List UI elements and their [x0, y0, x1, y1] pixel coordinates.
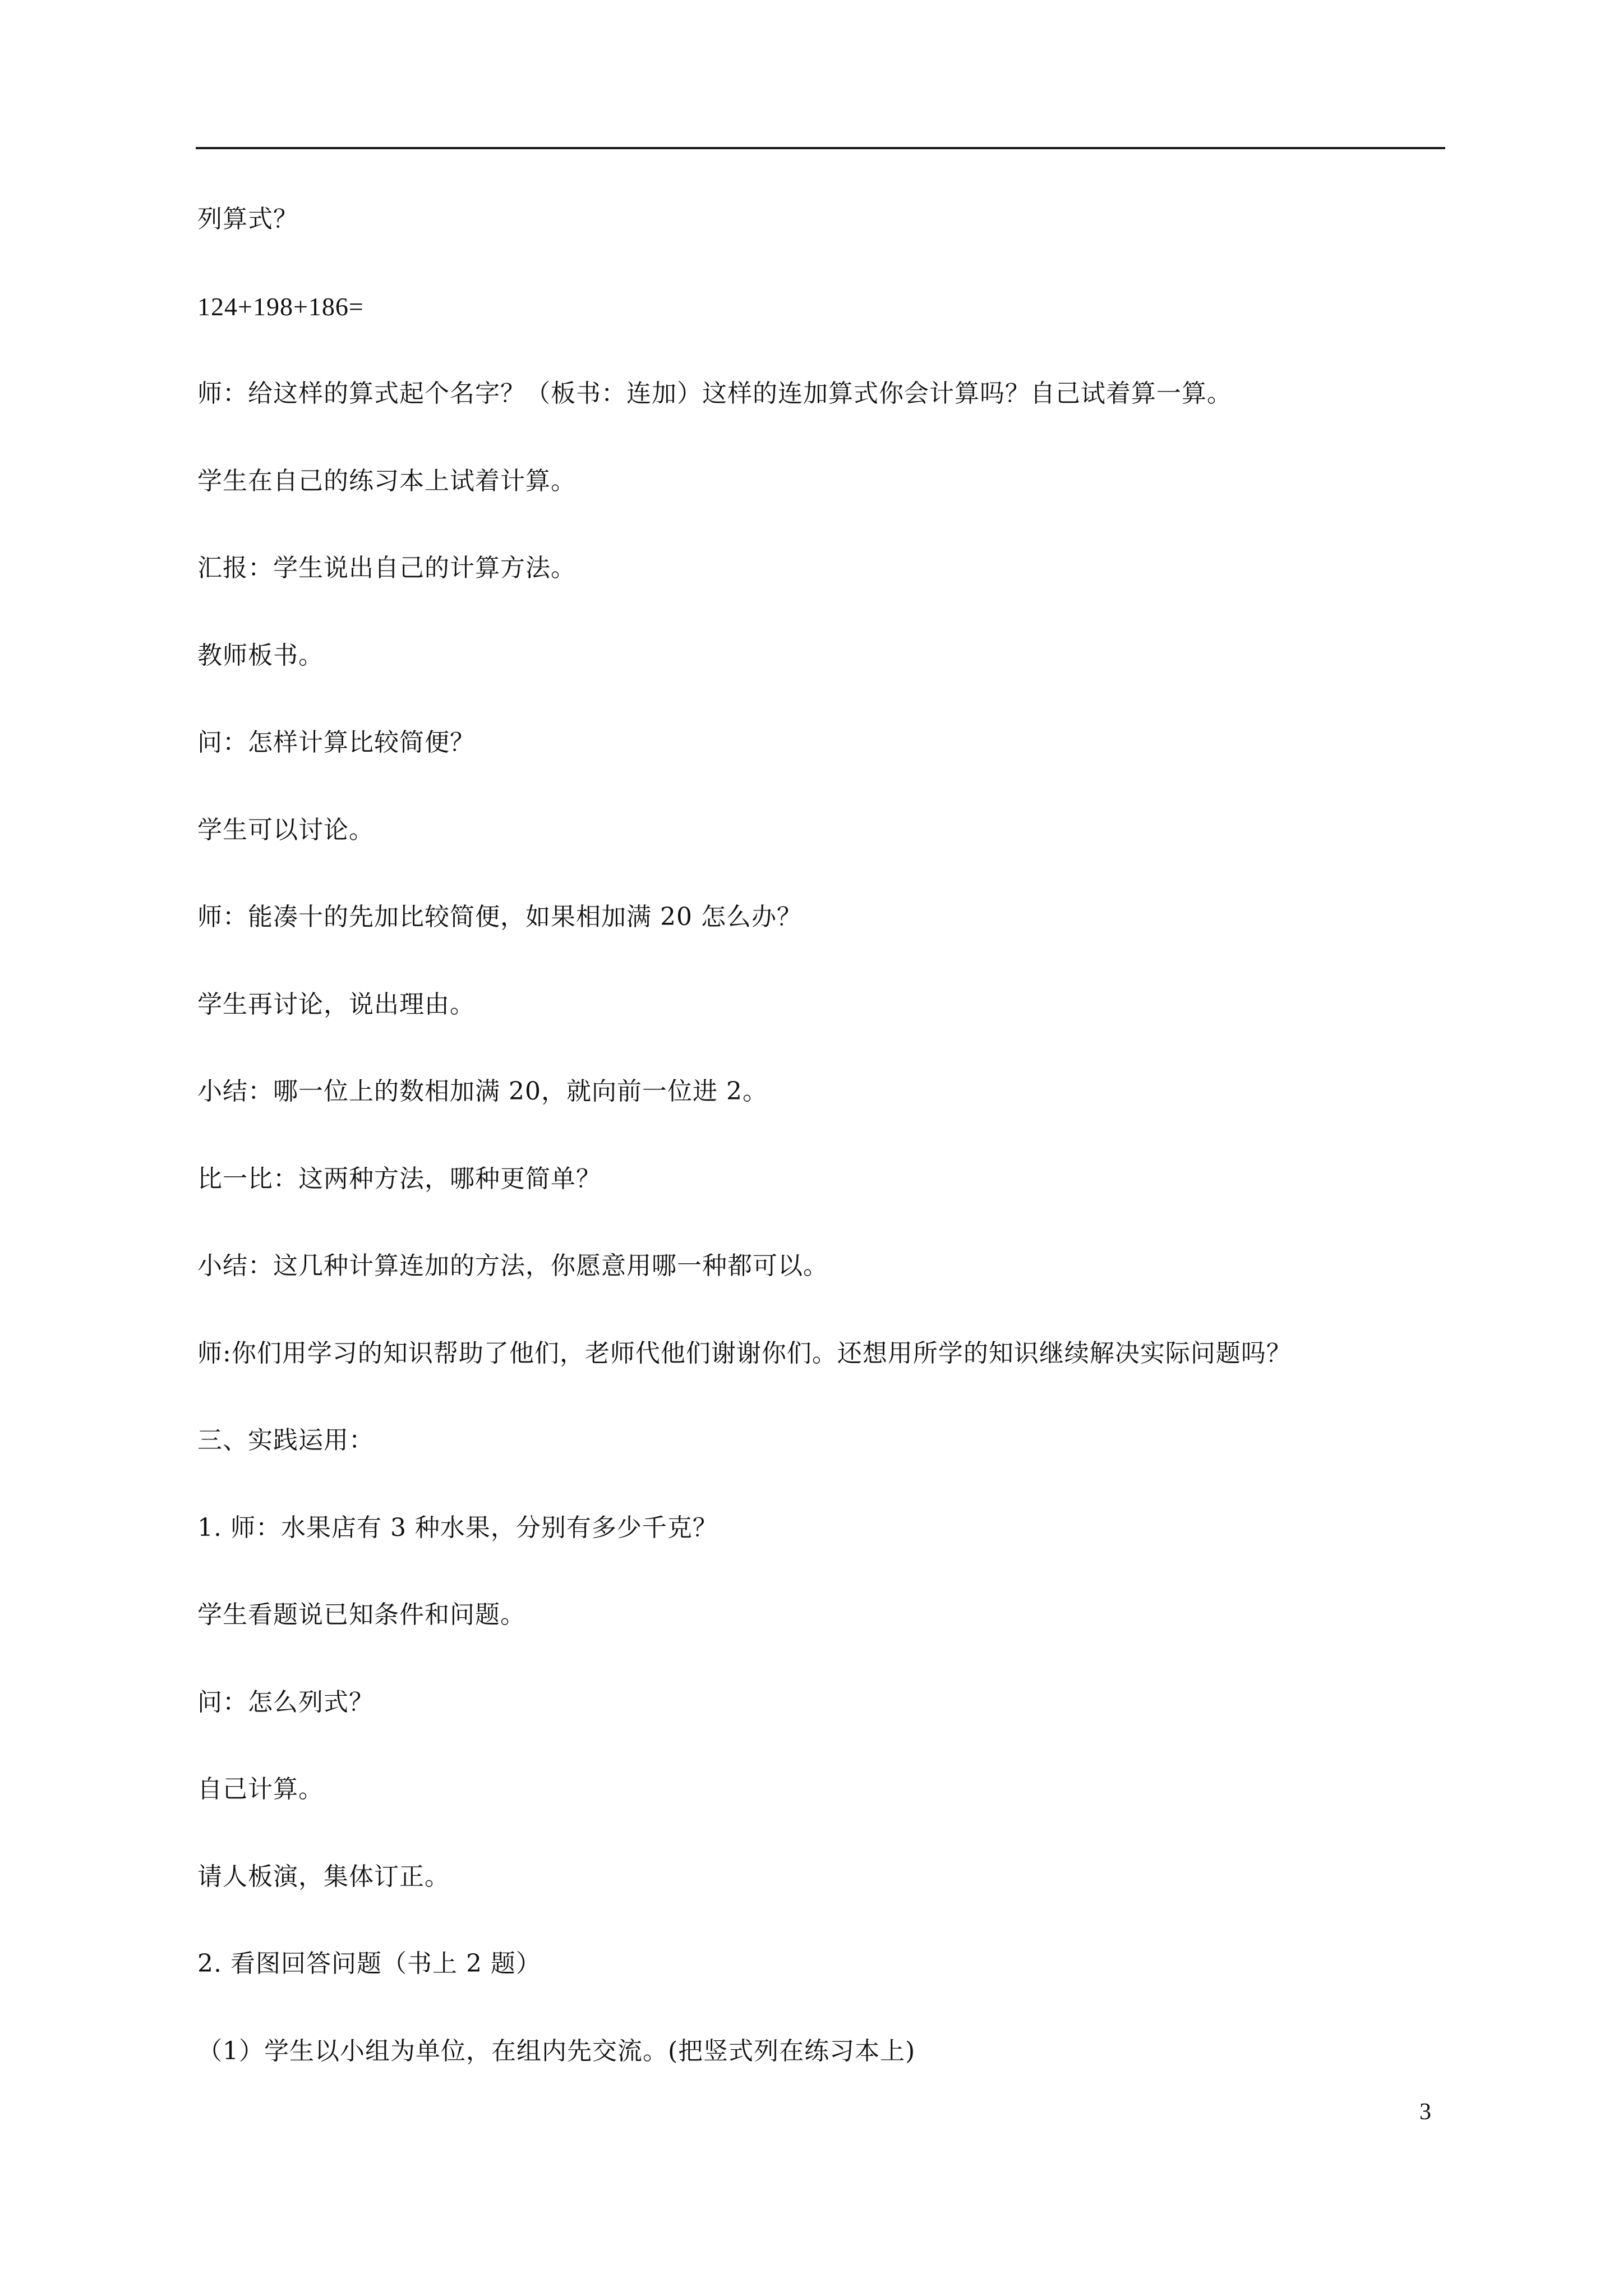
paragraph-line: 学生在自己的练习本上试着计算。 [197, 466, 576, 495]
document-body [197, 205, 1448, 2124]
paragraph-line: 学生再讨论，说出理由。 [197, 990, 475, 1019]
page-number: 3 [1419, 2099, 1431, 2125]
paragraph-line: 列算式？ [197, 205, 298, 233]
paragraph-line: 汇报：学生说出自己的计算方法。 [197, 554, 576, 582]
header-rule [196, 147, 1445, 149]
paragraph-line: 问：怎样计算比较简便？ [197, 728, 475, 757]
paragraph-line: 2. 看图回答问题（书上 2 题） [197, 1949, 541, 1978]
paragraph-line: 师：给这样的算式起个名字？（板书：连加）这样的连加算式你会计算吗？自己试着算一算。 [197, 379, 1232, 408]
paragraph-line: （1）学生以小组为单位，在组内先交流。(把竖式列在练习本上) [197, 2036, 916, 2065]
paragraph-line: 小结：哪一位上的数相加满 20，就向前一位进 2。 [197, 1077, 768, 1106]
paragraph-line: 学生可以讨论。 [197, 815, 374, 844]
paragraph-line: 小结：这几种计算连加的方法，你愿意用哪一种都可以。 [197, 1251, 828, 1280]
paragraph-line: 1. 师：水果店有 3 种水果，分别有多少千克？ [197, 1513, 718, 1542]
paragraph-line: 自己计算。 [197, 1775, 324, 1803]
section-heading: 三、实践运用： [197, 1426, 374, 1455]
paragraph-line: 教师板书。 [197, 641, 324, 670]
equation-line: 124+198+186= [197, 292, 364, 321]
paragraph-line: 比一比：这两种方法，哪种更简单？ [197, 1164, 601, 1193]
paragraph-line: 学生看题说已知条件和问题。 [197, 1600, 525, 1629]
paragraph-line: 请人板演，集体订正。 [197, 1862, 450, 1891]
paragraph-line: 问：怎么列式？ [197, 1687, 374, 1717]
paragraph-line: 师：能凑十的先加比较简便，如果相加满 20 怎么办？ [197, 903, 802, 931]
paragraph-line: 师:你们用学习的知识帮助了他们，老师代他们谢谢你们。还想用所学的知识继续解决实际问题吗？ [197, 1338, 1292, 1368]
